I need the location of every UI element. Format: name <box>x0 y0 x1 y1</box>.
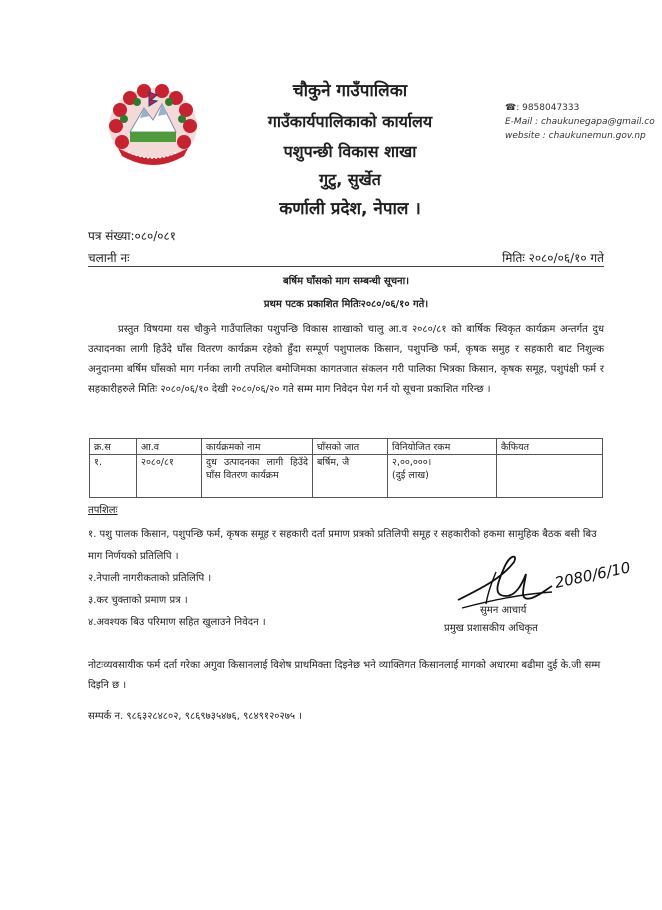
letter-date: मितिः २०८०/०६/१० गते <box>502 251 604 265</box>
header-divider <box>88 266 604 267</box>
col-program-name: कार्यक्रमको नाम <box>202 439 313 455</box>
col-allocated-amount: विनियोजित रकम <box>388 439 497 455</box>
tapsil-heading: तपशिलः <box>88 505 118 516</box>
list-item: २.नेपाली नागरीकताको प्रतिलिपि । <box>88 573 212 584</box>
list-item: ३.कर चुक्ताको प्रमाण प्रत्र । <box>88 595 188 606</box>
col-remarks: कैफियत <box>497 439 603 455</box>
header-province: कर्णाली प्रदेश, नेपाल । <box>279 199 421 219</box>
table-row <box>90 455 603 498</box>
cell-program-name: दुध उत्पादनका लागी हिउँदे घाँस वितरण कार्यक्रम <box>202 455 313 498</box>
col-fiscal-year: आ.व <box>137 439 202 455</box>
cell-fiscal-year: २०८०/८१ <box>137 455 202 498</box>
contact-website: website : chaukunemun.gov.np <box>505 131 646 141</box>
signature-image <box>452 548 633 618</box>
contact-block <box>505 101 655 143</box>
published-date: प्रथम पटक प्रकाशित मितिः२०८०/०६/१० गते। <box>263 299 429 310</box>
dispatch-number: चलानी नः <box>88 251 130 265</box>
cell-serial: १. <box>90 455 137 498</box>
cell-grass-type: बर्षिम, जै <box>313 455 388 498</box>
note-paragraph: नोटःव्यवसायीक फर्म दर्ता गरेका अगुवा किसानलाई विशेष प्राथमिक्ता दिइनेछ भने व्याक्तिगत किसानलाई मागको अधारमा बढीमा दुई के.जी सम्म दिइनि छ । <box>88 660 601 691</box>
program-table <box>89 438 603 498</box>
contact-numbers: सम्पर्क न. ९८६३२८४८०२, ९८६९७३५४७६, ९८४९१२०२७५ । <box>88 711 303 722</box>
col-serial: क्र.स <box>90 439 137 455</box>
cell-remarks <box>497 455 603 498</box>
header-municipality: चौकुने गाउँपालिका <box>292 81 408 101</box>
contact-email: E-Mail : chaukunegapa@gmail.co <box>505 117 655 127</box>
table-header-row <box>90 439 603 455</box>
contact-phone: ☎: 9858047333 <box>505 103 580 113</box>
letter-number: पत्र संख्या:०८०/०८१ <box>88 229 176 243</box>
col-grass-type: घाँसको जात <box>313 439 388 455</box>
subject-line: बर्षिम घाँसको माग सम्बन्धी सूचना। <box>283 276 409 287</box>
header-location: गुटु, सुर्खेत <box>319 170 381 189</box>
header-branch: पशुपन्छी विकास शाखा <box>283 142 417 161</box>
list-item: १. पशु पालक किसान, पशुपन्छि फर्म, कृषक समूह र सहकारी दर्ता प्रमाण प्रत्रको प्रतिलिपी समूह र सहकारीको हकमा सामुहिक बैठक बसी बिउ माग निर्णयको प्रतिलिपि । <box>88 529 597 562</box>
list-item: ४.अवश्यक बिउ परिमाण सहित खुलाउने निवेदन । <box>88 617 266 628</box>
cell-allocated-amount: २,००,०००। (दुई लाख) <box>388 455 497 498</box>
notice-body: प्रस्तुत विषयमा यस चौकुने गाउँपालिका पशुपन्छि विकास शाखाको चालु आ.व २०८०/८१ को बार्षिक स्विकृत कार्यक्रम अन्तर्गत दुध उत्पादनका लागी हिउँदे घाँस वितरण कार्यक्रम रहेको हुँदा सम्पूर्ण पशुपालक किसान, पशुपन्छि फर्म, कृषक समुह र सहकारी बाट निशुल्क अनुदानमा बर्षिम घाँसको माग गर्नका लागी तपशिल बमोजिमका कागतजात संकलन गरी पालिका भित्रका किसान, कृषक समूह, पशुपंक्षी फर्म र सहकारीहरुले मितिः २०८०/०६/१० देखी २०८०/०६/२० गते सम्म माग निवेदन पेश गर्न यो सूचना प्रकाशित गरिन्छ । <box>88 324 604 395</box>
signature-date-scrawl: 2080/6/10 <box>553 558 633 592</box>
signatory-title: प्रमुख प्रशासकीय अधिकृत <box>444 623 538 634</box>
signatory-name: सुमन आचार्य <box>480 605 527 616</box>
header-office: गाउँकार्यपालिकाको कार्यालय <box>267 112 433 131</box>
